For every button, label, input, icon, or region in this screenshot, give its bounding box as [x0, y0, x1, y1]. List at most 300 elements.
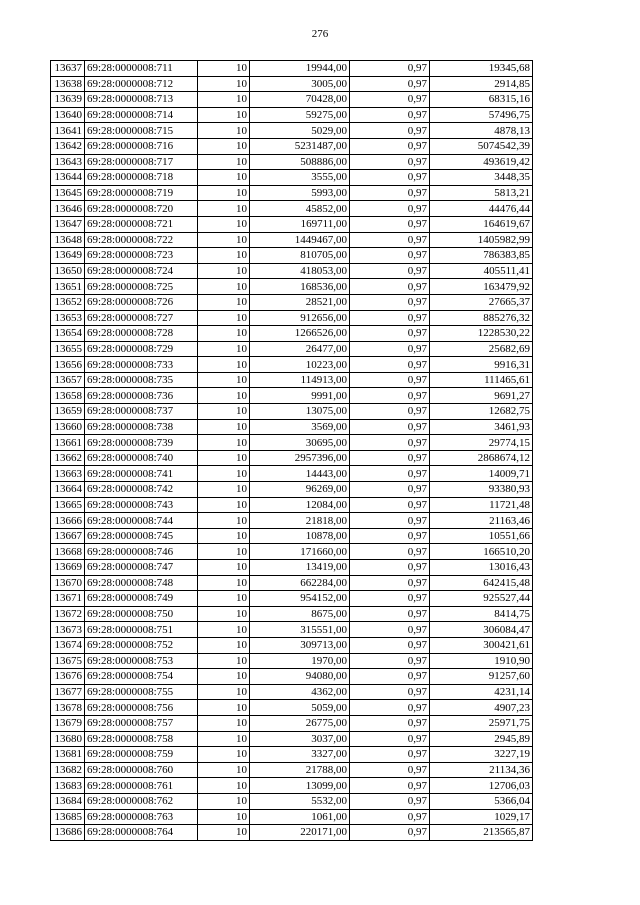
table-body [51, 61, 533, 841]
table-row [51, 92, 533, 108]
row-number-cell: 13678 [51, 700, 85, 716]
coefficient-cell: 0,97 [350, 482, 430, 498]
row-number-cell: 13669 [51, 560, 85, 576]
count-cell: 10 [198, 778, 250, 794]
value-cell: 3448,35 [430, 170, 533, 186]
coefficient-cell: 0,97 [350, 450, 430, 466]
count-cell: 10 [198, 248, 250, 264]
value-cell: 11721,48 [430, 497, 533, 513]
area-cell: 3005,00 [250, 76, 350, 92]
cadastral-number-cell: 69:28:0000008:755 [85, 684, 198, 700]
value-cell: 5366,04 [430, 793, 533, 809]
cadastral-number-cell: 69:28:0000008:761 [85, 778, 198, 794]
cadastral-number-cell: 69:28:0000008:742 [85, 482, 198, 498]
coefficient-cell: 0,97 [350, 123, 430, 139]
count-cell: 10 [198, 653, 250, 669]
count-cell: 10 [198, 357, 250, 373]
row-number-cell: 13664 [51, 482, 85, 498]
area-cell: 10223,00 [250, 357, 350, 373]
value-cell: 27665,37 [430, 294, 533, 310]
area-cell: 13419,00 [250, 560, 350, 576]
count-cell: 10 [198, 310, 250, 326]
area-cell: 12084,00 [250, 497, 350, 513]
cadastral-number-cell: 69:28:0000008:712 [85, 76, 198, 92]
area-cell: 3327,00 [250, 747, 350, 763]
coefficient-cell: 0,97 [350, 778, 430, 794]
area-cell: 1970,00 [250, 653, 350, 669]
value-cell: 2914,85 [430, 76, 533, 92]
table-row [51, 560, 533, 576]
coefficient-cell: 0,97 [350, 294, 430, 310]
row-number-cell: 13676 [51, 669, 85, 685]
row-number-cell: 13643 [51, 154, 85, 170]
coefficient-cell: 0,97 [350, 466, 430, 482]
area-cell: 14443,00 [250, 466, 350, 482]
table-row [51, 170, 533, 186]
coefficient-cell: 0,97 [350, 622, 430, 638]
area-cell: 5059,00 [250, 700, 350, 716]
value-cell: 300421,61 [430, 637, 533, 653]
cadastral-number-cell: 69:28:0000008:711 [85, 61, 198, 77]
row-number-cell: 13680 [51, 731, 85, 747]
value-cell: 25971,75 [430, 715, 533, 731]
cadastral-number-cell: 69:28:0000008:717 [85, 154, 198, 170]
coefficient-cell: 0,97 [350, 61, 430, 77]
count-cell: 10 [198, 528, 250, 544]
coefficient-cell: 0,97 [350, 248, 430, 264]
value-cell: 642415,48 [430, 575, 533, 591]
coefficient-cell: 0,97 [350, 263, 430, 279]
value-cell: 19345,68 [430, 61, 533, 77]
coefficient-cell: 0,97 [350, 591, 430, 607]
table-row [51, 637, 533, 653]
count-cell: 10 [198, 591, 250, 607]
area-cell: 5993,00 [250, 185, 350, 201]
cadastral-number-cell: 69:28:0000008:763 [85, 809, 198, 825]
table-row [51, 263, 533, 279]
row-number-cell: 13677 [51, 684, 85, 700]
count-cell: 10 [198, 107, 250, 123]
value-cell: 2945,89 [430, 731, 533, 747]
cadastral-number-cell: 69:28:0000008:723 [85, 248, 198, 264]
row-number-cell: 13663 [51, 466, 85, 482]
page-number: 276 [311, 28, 329, 40]
table-row [51, 684, 533, 700]
area-cell: 114913,00 [250, 372, 350, 388]
count-cell: 10 [198, 700, 250, 716]
value-cell: 493619,42 [430, 154, 533, 170]
coefficient-cell: 0,97 [350, 809, 430, 825]
count-cell: 10 [198, 232, 250, 248]
coefficient-cell: 0,97 [350, 762, 430, 778]
area-cell: 315551,00 [250, 622, 350, 638]
table-row [51, 544, 533, 560]
value-cell: 12682,75 [430, 404, 533, 420]
area-cell: 1061,00 [250, 809, 350, 825]
count-cell: 10 [198, 76, 250, 92]
value-cell: 163479,92 [430, 279, 533, 295]
table-row [51, 123, 533, 139]
cadastral-number-cell: 69:28:0000008:735 [85, 372, 198, 388]
count-cell: 10 [198, 747, 250, 763]
value-cell: 9691,27 [430, 388, 533, 404]
row-number-cell: 13642 [51, 138, 85, 154]
cadastral-number-cell: 69:28:0000008:728 [85, 326, 198, 342]
area-cell: 220171,00 [250, 825, 350, 841]
table-row [51, 154, 533, 170]
value-cell: 13016,43 [430, 560, 533, 576]
value-cell: 21163,46 [430, 513, 533, 529]
count-cell: 10 [198, 294, 250, 310]
cadastral-number-cell: 69:28:0000008:726 [85, 294, 198, 310]
cadastral-number-cell: 69:28:0000008:739 [85, 435, 198, 451]
area-cell: 13075,00 [250, 404, 350, 420]
value-cell: 93380,93 [430, 482, 533, 498]
count-cell: 10 [198, 560, 250, 576]
count-cell: 10 [198, 825, 250, 841]
coefficient-cell: 0,97 [350, 419, 430, 435]
row-number-cell: 13679 [51, 715, 85, 731]
table-row [51, 435, 533, 451]
count-cell: 10 [198, 92, 250, 108]
value-cell: 91257,60 [430, 669, 533, 685]
value-cell: 885276,32 [430, 310, 533, 326]
row-number-cell: 13671 [51, 591, 85, 607]
coefficient-cell: 0,97 [350, 560, 430, 576]
coefficient-cell: 0,97 [350, 528, 430, 544]
area-cell: 1449467,00 [250, 232, 350, 248]
table-row [51, 700, 533, 716]
cadastral-number-cell: 69:28:0000008:722 [85, 232, 198, 248]
table-row [51, 825, 533, 841]
value-cell: 2868674,12 [430, 450, 533, 466]
table-row [51, 793, 533, 809]
cadastral-number-cell: 69:28:0000008:760 [85, 762, 198, 778]
area-cell: 10878,00 [250, 528, 350, 544]
value-cell: 1029,17 [430, 809, 533, 825]
coefficient-cell: 0,97 [350, 731, 430, 747]
coefficient-cell: 0,97 [350, 497, 430, 513]
cadastral-number-cell: 69:28:0000008:756 [85, 700, 198, 716]
value-cell: 786383,85 [430, 248, 533, 264]
value-cell: 1228530,22 [430, 326, 533, 342]
cadastral-number-cell: 69:28:0000008:725 [85, 279, 198, 295]
table-row [51, 201, 533, 217]
table-row [51, 809, 533, 825]
area-cell: 508886,00 [250, 154, 350, 170]
cadastral-number-cell: 69:28:0000008:716 [85, 138, 198, 154]
row-number-cell: 13649 [51, 248, 85, 264]
cadastral-number-cell: 69:28:0000008:729 [85, 341, 198, 357]
area-cell: 45852,00 [250, 201, 350, 217]
coefficient-cell: 0,97 [350, 310, 430, 326]
area-cell: 309713,00 [250, 637, 350, 653]
coefficient-cell: 0,97 [350, 138, 430, 154]
row-number-cell: 13670 [51, 575, 85, 591]
value-cell: 12706,03 [430, 778, 533, 794]
count-cell: 10 [198, 201, 250, 217]
table-row [51, 731, 533, 747]
value-cell: 4878,13 [430, 123, 533, 139]
count-cell: 10 [198, 762, 250, 778]
cadastral-number-cell: 69:28:0000008:754 [85, 669, 198, 685]
coefficient-cell: 0,97 [350, 201, 430, 217]
count-cell: 10 [198, 185, 250, 201]
row-number-cell: 13651 [51, 279, 85, 295]
value-cell: 5813,21 [430, 185, 533, 201]
count-cell: 10 [198, 575, 250, 591]
row-number-cell: 13661 [51, 435, 85, 451]
area-cell: 3555,00 [250, 170, 350, 186]
table-row [51, 778, 533, 794]
value-cell: 29774,15 [430, 435, 533, 451]
cadastral-number-cell: 69:28:0000008:737 [85, 404, 198, 420]
row-number-cell: 13666 [51, 513, 85, 529]
area-cell: 3037,00 [250, 731, 350, 747]
cadastral-number-cell: 69:28:0000008:749 [85, 591, 198, 607]
coefficient-cell: 0,97 [350, 326, 430, 342]
value-cell: 68315,16 [430, 92, 533, 108]
table-row [51, 575, 533, 591]
count-cell: 10 [198, 606, 250, 622]
row-number-cell: 13672 [51, 606, 85, 622]
cadastral-number-cell: 69:28:0000008:744 [85, 513, 198, 529]
area-cell: 662284,00 [250, 575, 350, 591]
count-cell: 10 [198, 466, 250, 482]
table-row [51, 76, 533, 92]
coefficient-cell: 0,97 [350, 793, 430, 809]
area-cell: 70428,00 [250, 92, 350, 108]
cadastral-value-table [50, 60, 533, 841]
coefficient-cell: 0,97 [350, 669, 430, 685]
cadastral-number-cell: 69:28:0000008:750 [85, 606, 198, 622]
count-cell: 10 [198, 435, 250, 451]
table-row [51, 404, 533, 420]
coefficient-cell: 0,97 [350, 372, 430, 388]
table-row [51, 185, 533, 201]
coefficient-cell: 0,97 [350, 747, 430, 763]
row-number-cell: 13637 [51, 61, 85, 77]
cadastral-number-cell: 69:28:0000008:759 [85, 747, 198, 763]
table-row [51, 606, 533, 622]
area-cell: 1266526,00 [250, 326, 350, 342]
area-cell: 26775,00 [250, 715, 350, 731]
value-cell: 14009,71 [430, 466, 533, 482]
table-row [51, 341, 533, 357]
row-number-cell: 13675 [51, 653, 85, 669]
coefficient-cell: 0,97 [350, 700, 430, 716]
area-cell: 168536,00 [250, 279, 350, 295]
row-number-cell: 13656 [51, 357, 85, 373]
row-number-cell: 13673 [51, 622, 85, 638]
cadastral-number-cell: 69:28:0000008:724 [85, 263, 198, 279]
table-row [51, 232, 533, 248]
area-cell: 810705,00 [250, 248, 350, 264]
row-number-cell: 13655 [51, 341, 85, 357]
row-number-cell: 13685 [51, 809, 85, 825]
value-cell: 9916,31 [430, 357, 533, 373]
value-cell: 1910,90 [430, 653, 533, 669]
cadastral-number-cell: 69:28:0000008:752 [85, 637, 198, 653]
cadastral-number-cell: 69:28:0000008:753 [85, 653, 198, 669]
count-cell: 10 [198, 170, 250, 186]
count-cell: 10 [198, 388, 250, 404]
row-number-cell: 13647 [51, 216, 85, 232]
count-cell: 10 [198, 341, 250, 357]
table-row [51, 747, 533, 763]
value-cell: 10551,66 [430, 528, 533, 544]
coefficient-cell: 0,97 [350, 279, 430, 295]
coefficient-cell: 0,97 [350, 435, 430, 451]
coefficient-cell: 0,97 [350, 404, 430, 420]
coefficient-cell: 0,97 [350, 513, 430, 529]
row-number-cell: 13674 [51, 637, 85, 653]
row-number-cell: 13681 [51, 747, 85, 763]
area-cell: 5231487,00 [250, 138, 350, 154]
count-cell: 10 [198, 482, 250, 498]
row-number-cell: 13682 [51, 762, 85, 778]
area-cell: 13099,00 [250, 778, 350, 794]
cadastral-number-cell: 69:28:0000008:746 [85, 544, 198, 560]
table-row [51, 762, 533, 778]
row-number-cell: 13659 [51, 404, 85, 420]
table-row [51, 450, 533, 466]
coefficient-cell: 0,97 [350, 544, 430, 560]
area-cell: 954152,00 [250, 591, 350, 607]
cadastral-number-cell: 69:28:0000008:714 [85, 107, 198, 123]
value-cell: 3461,93 [430, 419, 533, 435]
coefficient-cell: 0,97 [350, 715, 430, 731]
table-row [51, 482, 533, 498]
cadastral-number-cell: 69:28:0000008:719 [85, 185, 198, 201]
cadastral-number-cell: 69:28:0000008:758 [85, 731, 198, 747]
cadastral-number-cell: 69:28:0000008:741 [85, 466, 198, 482]
row-number-cell: 13645 [51, 185, 85, 201]
area-cell: 94080,00 [250, 669, 350, 685]
area-cell: 171660,00 [250, 544, 350, 560]
count-cell: 10 [198, 669, 250, 685]
area-cell: 2957396,00 [250, 450, 350, 466]
area-cell: 26477,00 [250, 341, 350, 357]
area-cell: 8675,00 [250, 606, 350, 622]
value-cell: 405511,41 [430, 263, 533, 279]
coefficient-cell: 0,97 [350, 76, 430, 92]
table-row [51, 357, 533, 373]
cadastral-number-cell: 69:28:0000008:740 [85, 450, 198, 466]
table-row [51, 372, 533, 388]
value-cell: 213565,87 [430, 825, 533, 841]
value-cell: 164619,67 [430, 216, 533, 232]
row-number-cell: 13657 [51, 372, 85, 388]
count-cell: 10 [198, 279, 250, 295]
area-cell: 5029,00 [250, 123, 350, 139]
cadastral-number-cell: 69:28:0000008:715 [85, 123, 198, 139]
row-number-cell: 13683 [51, 778, 85, 794]
cadastral-number-cell: 69:28:0000008:733 [85, 357, 198, 373]
table-row [51, 216, 533, 232]
table-row [51, 294, 533, 310]
cadastral-number-cell: 69:28:0000008:743 [85, 497, 198, 513]
row-number-cell: 13644 [51, 170, 85, 186]
coefficient-cell: 0,97 [350, 575, 430, 591]
coefficient-cell: 0,97 [350, 341, 430, 357]
count-cell: 10 [198, 138, 250, 154]
coefficient-cell: 0,97 [350, 825, 430, 841]
row-number-cell: 13650 [51, 263, 85, 279]
area-cell: 3569,00 [250, 419, 350, 435]
count-cell: 10 [198, 637, 250, 653]
count-cell: 10 [198, 731, 250, 747]
table-row [51, 279, 533, 295]
row-number-cell: 13653 [51, 310, 85, 326]
area-cell: 21818,00 [250, 513, 350, 529]
table-row [51, 653, 533, 669]
row-number-cell: 13667 [51, 528, 85, 544]
count-cell: 10 [198, 622, 250, 638]
count-cell: 10 [198, 216, 250, 232]
count-cell: 10 [198, 513, 250, 529]
cadastral-number-cell: 69:28:0000008:736 [85, 388, 198, 404]
count-cell: 10 [198, 419, 250, 435]
table-row [51, 388, 533, 404]
coefficient-cell: 0,97 [350, 170, 430, 186]
area-cell: 9991,00 [250, 388, 350, 404]
count-cell: 10 [198, 450, 250, 466]
row-number-cell: 13658 [51, 388, 85, 404]
row-number-cell: 13652 [51, 294, 85, 310]
count-cell: 10 [198, 123, 250, 139]
coefficient-cell: 0,97 [350, 154, 430, 170]
table-row [51, 497, 533, 513]
row-number-cell: 13684 [51, 793, 85, 809]
coefficient-cell: 0,97 [350, 653, 430, 669]
value-cell: 306084,47 [430, 622, 533, 638]
coefficient-cell: 0,97 [350, 216, 430, 232]
cadastral-number-cell: 69:28:0000008:747 [85, 560, 198, 576]
table-row [51, 528, 533, 544]
row-number-cell: 13639 [51, 92, 85, 108]
row-number-cell: 13686 [51, 825, 85, 841]
count-cell: 10 [198, 715, 250, 731]
row-number-cell: 13641 [51, 123, 85, 139]
count-cell: 10 [198, 154, 250, 170]
value-cell: 8414,75 [430, 606, 533, 622]
value-cell: 4907,23 [430, 700, 533, 716]
coefficient-cell: 0,97 [350, 357, 430, 373]
coefficient-cell: 0,97 [350, 92, 430, 108]
count-cell: 10 [198, 326, 250, 342]
cadastral-number-cell: 69:28:0000008:751 [85, 622, 198, 638]
cadastral-number-cell: 69:28:0000008:718 [85, 170, 198, 186]
count-cell: 10 [198, 684, 250, 700]
area-cell: 4362,00 [250, 684, 350, 700]
area-cell: 19944,00 [250, 61, 350, 77]
value-cell: 44476,44 [430, 201, 533, 217]
table-row [51, 466, 533, 482]
count-cell: 10 [198, 497, 250, 513]
row-number-cell: 13660 [51, 419, 85, 435]
count-cell: 10 [198, 793, 250, 809]
cadastral-number-cell: 69:28:0000008:757 [85, 715, 198, 731]
row-number-cell: 13654 [51, 326, 85, 342]
cadastral-number-cell: 69:28:0000008:727 [85, 310, 198, 326]
area-cell: 5532,00 [250, 793, 350, 809]
value-cell: 4231,14 [430, 684, 533, 700]
table-row [51, 138, 533, 154]
count-cell: 10 [198, 61, 250, 77]
area-cell: 912656,00 [250, 310, 350, 326]
value-cell: 925527,44 [430, 591, 533, 607]
